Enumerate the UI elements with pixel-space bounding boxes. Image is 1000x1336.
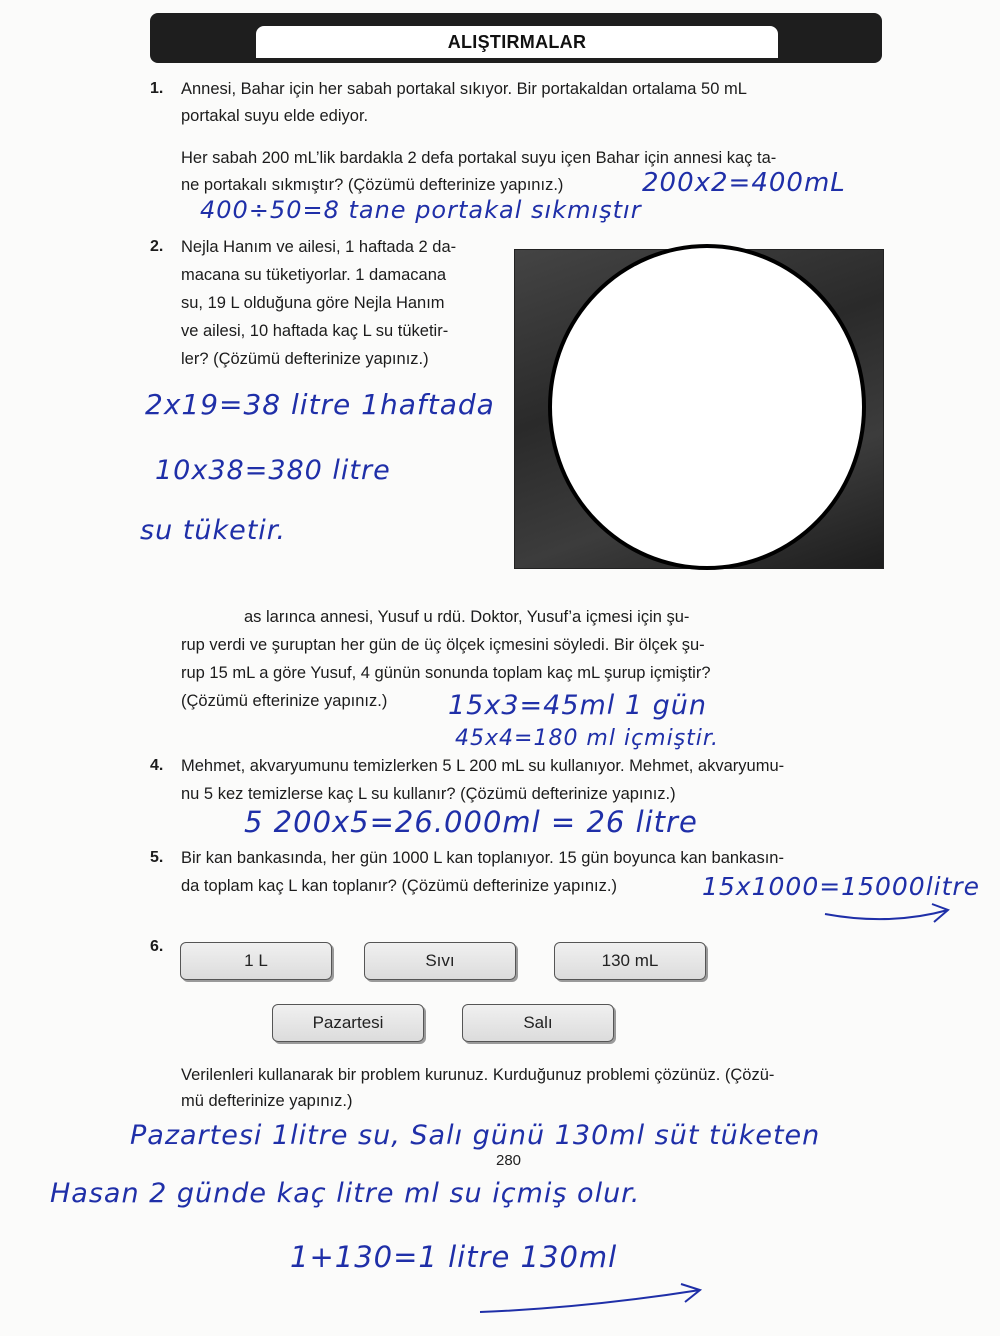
q2-handwriting-1: 2x19=38 litre 1haftada <box>145 388 495 421</box>
q5-handwriting-1: 15x1000=15000litre <box>702 872 981 901</box>
q2-line4: ve ailesi, 10 haftada kaç L su tüketir- <box>181 322 449 340</box>
q3-line1: as larınca annesi, Yusuf u rdü. Doktor, Yusuf’a içmesi için şu- <box>244 608 690 626</box>
q3-handwriting-2: 45x4=180 ml içmiştir. <box>455 726 719 751</box>
q6-line1: Verilenleri kullanarak bir problem kurunuz. Kurduğunuz problemi çözünüz. (Çözü- <box>181 1066 775 1084</box>
given-box-130ml: 130 mL <box>554 942 706 980</box>
answer-underline-arrow <box>820 900 960 940</box>
q5-line1: Bir kan bankasında, her gün 1000 L kan toplanıyor. 15 gün boyunca kan bankasın- <box>181 849 784 867</box>
q5-line2: da toplam kaç L kan toplanır? (Çözümü defterinize yapınız.) <box>181 877 617 895</box>
q6-handwriting-3: 1+130=1 litre 130ml <box>290 1240 618 1274</box>
q6-handwriting-2: Hasan 2 günde kaç litre ml su içmiş olur. <box>50 1178 641 1209</box>
q5-number: 5. <box>150 849 164 866</box>
q3-line3: rup 15 mL a göre Yusuf, 4 günün sonunda toplam kaç mL şurup içmiştir? <box>181 664 711 682</box>
q3-line2: rup verdi ve şuruptan her gün de üç ölçek içmesini söyledi. Bir ölçek şu- <box>181 636 705 654</box>
q4-line1: Mehmet, akvaryumunu temizlerken 5 L 200 mL su kullanıyor. Mehmet, akvaryumu- <box>181 757 785 775</box>
q6-line2: mü defterinize yapınız.) <box>181 1092 353 1110</box>
q2-line3: su, 19 L olduğuna göre Nejla Hanım <box>181 294 445 312</box>
q4-line2: nu 5 kez temizlerse kaç L su kullanır? (Çözümü defterinize yapınız.) <box>181 785 676 803</box>
q1-number: 1. <box>150 80 164 97</box>
q1-line3: Her sabah 200 mL’lik bardakla 2 defa portakal suyu içen Bahar için annesi kaç ta- <box>181 149 777 167</box>
q1-line1: Annesi, Bahar için her sabah portakal sıkıyor. Bir portakaldan ortalama 50 mL <box>181 80 747 98</box>
given-box-sivi: Sıvı <box>364 942 516 980</box>
q3-line4: (Çözümü efterinize yapınız.) <box>181 692 388 710</box>
page-title: ALIŞTIRMALAR <box>256 26 778 58</box>
q6-handwriting-1: Pazartesi 1litre su, Salı günü 130ml süt tüketen <box>130 1120 821 1151</box>
q4-handwriting-1: 5 200x5=26.000ml = 26 litre <box>244 805 698 839</box>
q2-line5: ler? (Çözümü defterinize yapınız.) <box>181 350 429 368</box>
q2-handwriting-2: 10x38=380 litre <box>155 455 391 486</box>
q2-handwriting-3: su tüketir. <box>140 515 286 546</box>
q6-number: 6. <box>150 938 164 955</box>
q2-number: 2. <box>150 238 164 255</box>
q4-number: 4. <box>150 757 164 774</box>
q1-line2: portakal suyu elde ediyor. <box>181 107 369 125</box>
q1-handwriting-1: 200x2=400mL <box>642 168 846 198</box>
given-box-1l: 1 L <box>180 942 332 980</box>
page-number: 280 <box>496 1152 522 1169</box>
given-box-pazartesi: Pazartesi <box>272 1004 424 1042</box>
answer-underline-arrow-2 <box>475 1282 715 1322</box>
given-box-sali: Salı <box>462 1004 614 1042</box>
q1-handwriting-2: 400÷50=8 tane portakal sıkmıştır <box>200 196 642 224</box>
q2-line1: Nejla Hanım ve ailesi, 1 haftada 2 da- <box>181 238 457 256</box>
q1-line4: ne portakalı sıkmıştır? (Çözümü defterinize yapınız.) <box>181 176 564 194</box>
q2-line2: macana su tüketiyorlar. 1 damacana <box>181 266 447 284</box>
redaction-circle <box>548 244 866 570</box>
q3-handwriting-1: 15x3=45ml 1 gün <box>448 690 708 721</box>
